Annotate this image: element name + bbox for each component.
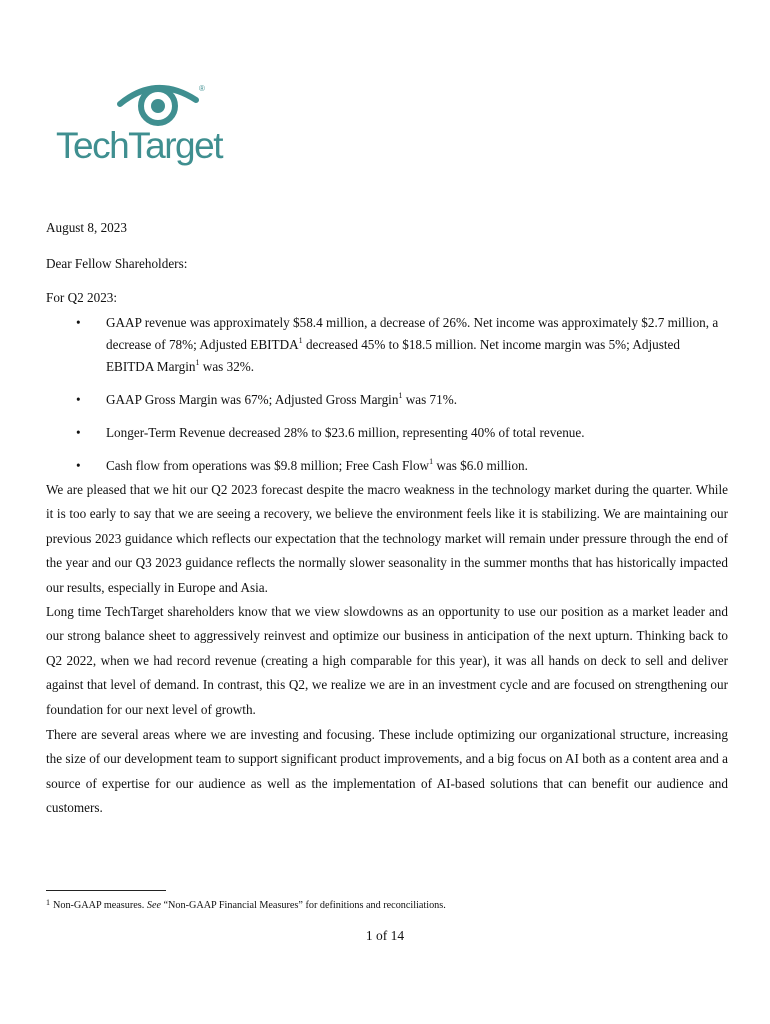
letter-intro: For Q2 2023: <box>46 290 118 305</box>
company-logo <box>56 82 222 168</box>
highlights-list <box>46 312 726 488</box>
list-item: • Longer-Term Revenue decreased 28% to $23.6 million, representing 40% of total revenue. <box>46 422 726 444</box>
page-number: 1 of 14 <box>365 928 405 943</box>
body-paragraph: We are pleased that we hit our Q2 2023 forecast despite the macro weakness in the technology market during the quarter. While it is too early to say that we are seeing a recovery, we believe the environment feels like it is stabilizing. We are maintaining our previous 2023 guidance which reflects our expectation that the technology market will remain under pressure through the end of the year and our Q3 2023 guidance reflects the normally slower seasonality in the summer months that has historically impacted our results, especially in Europe and Asia. <box>46 482 728 595</box>
brand-wordmark: TechTarget <box>56 125 222 166</box>
bullet-glyph: • <box>76 458 81 473</box>
bullet-glyph: • <box>76 392 81 407</box>
letter-greeting: Dear Fellow Shareholders: <box>46 256 188 271</box>
registered-mark: ® <box>199 84 205 93</box>
list-item: • GAAP Gross Margin was 67%; Adjusted Gross Margin$^1$ was 71%. <box>46 389 726 411</box>
list-item: • GAAP revenue was approximately $58.4 million, a decrease of 26%. Net income was approximately $2.7 million, a decrease of 78%; Adjusted EBITDA$^1$ decreased 45% to $18.5 million. Net income margin was 5%; Adjusted EBITDA Margin$^1$ was 32%. <box>46 312 726 378</box>
body-paragraph: Long time TechTarget shareholders know that we view slowdowns as an opportunity to use our position as a market leader and our strong balance sheet to aggressively reinvest and optimize our business in anticipation of the next upturn. Thinking back to Q2 2022, when we had record revenue (creating a high comparable for this year), it was all hands on deck to sell and deliver against that level of demand. In contrast, this Q2, we realize we are in an investment cycle and are focused on strengthening our foundation for our next level of growth. <box>46 604 728 717</box>
footnote-divider <box>46 890 166 891</box>
bullet-glyph: • <box>76 315 81 330</box>
letter-date: August 8, 2023 <box>46 220 127 235</box>
body-paragraph: There are several areas where we are investing and focusing. These include optimizing our organizational structure, increasing the size of our development team to support significant product improvements, and a big focus on AI both as a content area and a source of expertise for our audience as well as the implementation of AI-based solutions that can benefit our audience and customers. <box>46 727 728 816</box>
list-item: • Cash flow from operations was $9.8 million; Free Cash Flow$^1$ was $6.0 million. <box>46 455 726 477</box>
footnote: $^1$ Non-GAAP measures. See “Non-GAAP Financial Measures” for definitions and reconciliations. <box>46 898 446 911</box>
bullet-glyph: • <box>76 425 81 440</box>
footnote-number: 1 <box>46 898 50 907</box>
eye-logo-icon <box>56 82 212 128</box>
